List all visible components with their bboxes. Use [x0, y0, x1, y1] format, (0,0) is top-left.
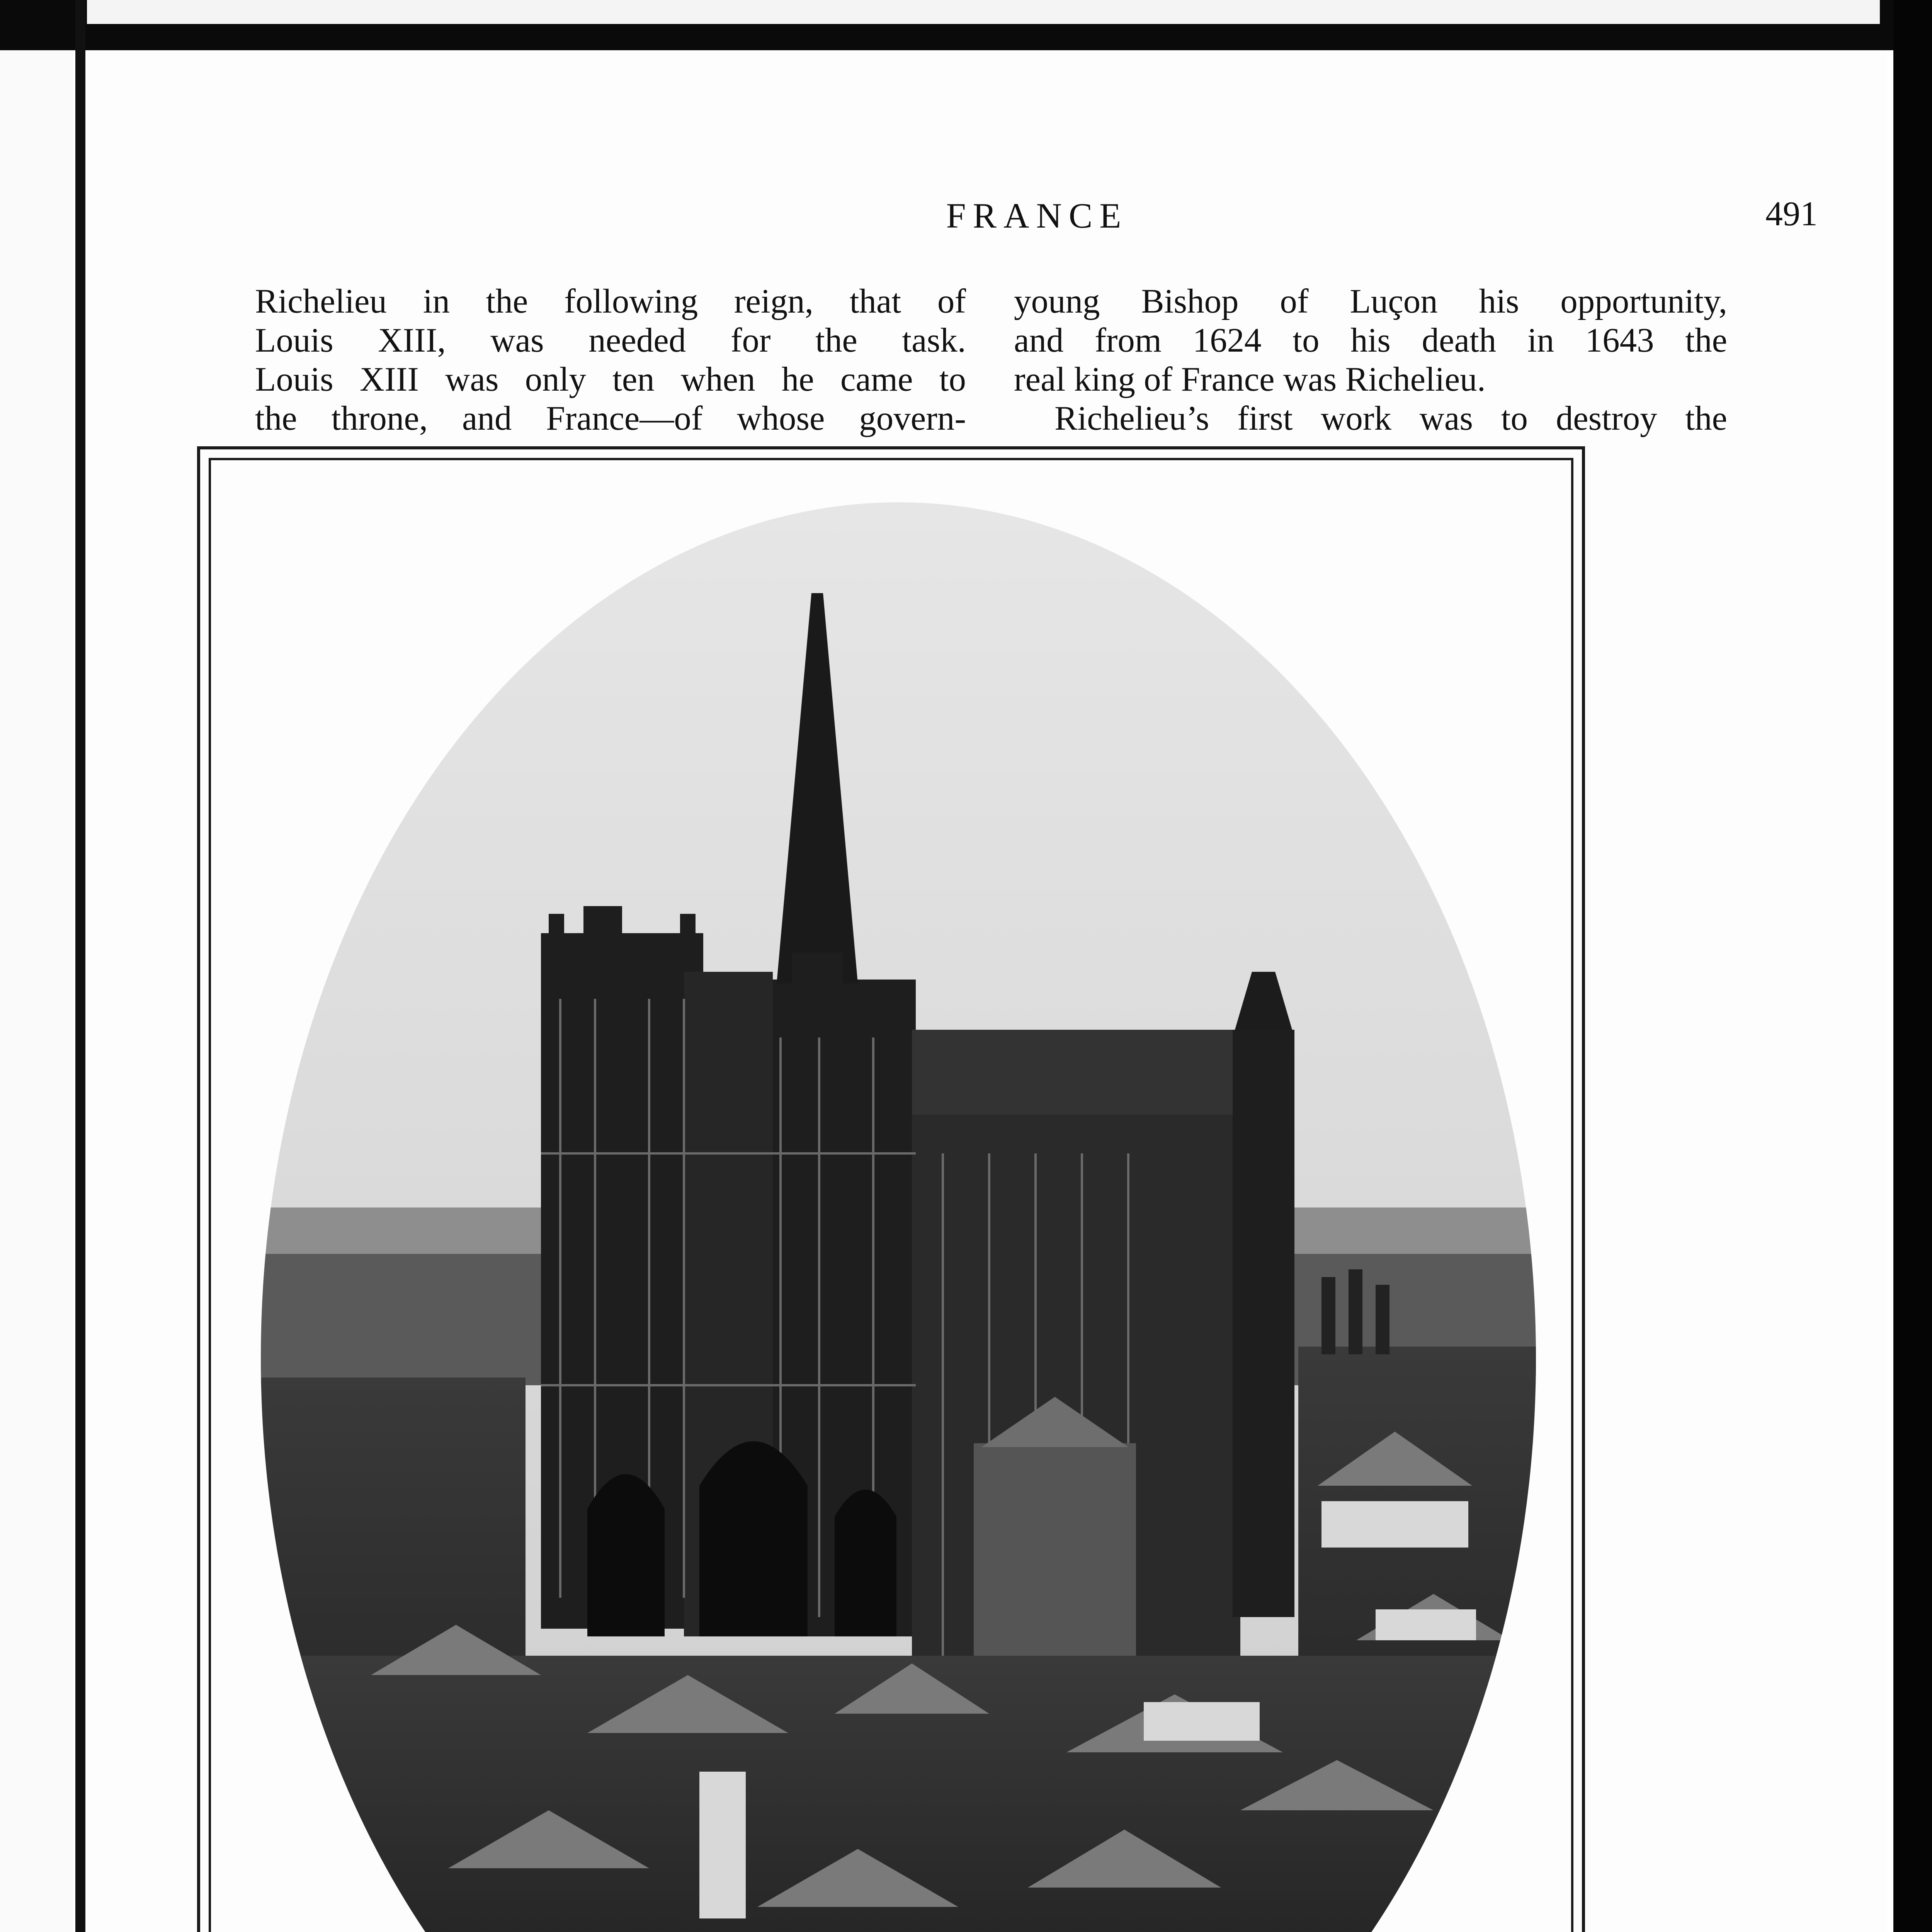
binding-gutter-line	[75, 0, 85, 1932]
text-line: Richelieu’s first work was to destroy the	[1054, 400, 1727, 437]
text-line: Louis XIII, was needed for the task.	[255, 321, 966, 359]
cathedral-photo	[255, 497, 1542, 1932]
text-line: the throne, and France—of whose govern-	[255, 400, 966, 437]
scan-border-right	[1893, 0, 1932, 1932]
cathedral-photo-image	[255, 497, 1542, 1932]
text-line: Louis XIII was only ten when he came to	[255, 361, 966, 398]
text-line: Richelieu in the following reign, that of	[255, 282, 966, 320]
page-number: 491	[1765, 195, 1818, 233]
text-column-top-left	[255, 282, 966, 438]
running-title: FRANCE	[946, 196, 1128, 235]
text-line: young Bishop of Luçon his opportunity,	[1014, 282, 1727, 320]
facing-page-edge	[0, 50, 73, 1932]
scan-next-page-edge	[87, 0, 1880, 24]
text-line: and from 1624 to his death in 1643 the	[1014, 321, 1727, 359]
text-line: real king of France was Richelieu.	[1014, 361, 1486, 398]
text-column-top-right	[1014, 282, 1727, 438]
